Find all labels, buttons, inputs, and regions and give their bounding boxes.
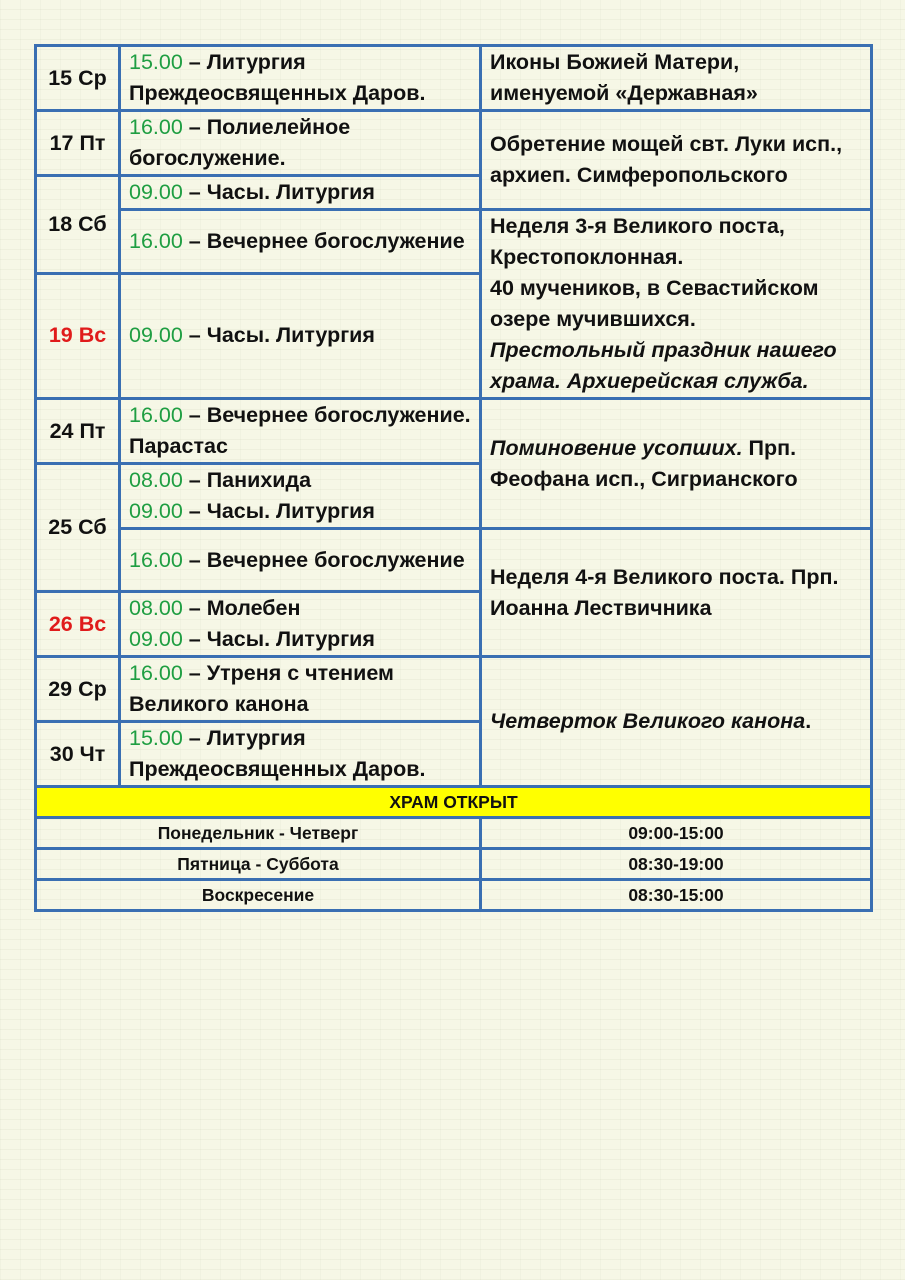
open-hours-time: 08:30-15:00 (481, 880, 872, 911)
feast-cell (481, 210, 872, 399)
service-time: 16.00 (129, 228, 183, 253)
service-cell (120, 464, 481, 529)
service-time: 09.00 (129, 323, 183, 348)
service-text: – Полиелейное богослужение. (129, 115, 351, 170)
service-text: – Вечернее богослужение (182, 228, 465, 253)
schedule-table (34, 44, 873, 912)
service-cell (120, 722, 481, 787)
service-time: 09.00 (129, 627, 183, 651)
service-time: 16.00 (129, 403, 183, 427)
service-cell (120, 273, 481, 398)
day-cell: 19 Вс (36, 273, 120, 398)
service-cell (120, 176, 481, 210)
open-hours-days: Воскресение (36, 880, 481, 911)
service-time: 15.00 (129, 726, 183, 750)
open-hours-row (36, 849, 872, 880)
service-text: – Часы. Литургия (182, 180, 375, 204)
day-cell: 15 Ср (36, 46, 120, 111)
table-row (36, 111, 872, 176)
service-cell (120, 46, 481, 111)
open-hours-time: 08:30-19:00 (481, 849, 872, 880)
feast-line: Престольный праздник нашего храма. Архиерейская служба. (490, 338, 837, 393)
table-row (36, 399, 872, 464)
service-time: 15.00 (129, 50, 183, 74)
feast-cell: Неделя 4-я Великого поста. Прп. Иоанна Лествичника (481, 529, 872, 657)
day-cell: 30 Чт (36, 722, 120, 787)
service-text: – Литургия Преждеосвященных Даров. (129, 50, 426, 105)
open-hours-title: ХРАМ ОТКРЫТ (36, 787, 872, 818)
day-cell: 25 Сб (36, 464, 120, 592)
service-time: 09.00 (129, 499, 183, 523)
feast-text-italic: Поминовение усопших. (490, 435, 743, 460)
service-cell (120, 210, 481, 274)
service-text: – Часы. Литургия (182, 323, 375, 348)
feast-text-italic: Четверток Великого канона (490, 709, 806, 733)
service-time: 16.00 (129, 547, 183, 572)
day-cell: 17 Пт (36, 111, 120, 176)
feast-cell: Обретение мощей свт. Луки исп., архиеп. Симферопольского (481, 111, 872, 210)
service-text: – Молебен (182, 596, 301, 620)
service-cell (120, 399, 481, 464)
open-hours-row (36, 880, 872, 911)
service-time: 09.00 (129, 180, 183, 204)
service-text: – Часы. Литургия (182, 499, 375, 523)
service-time: 16.00 (129, 115, 183, 139)
feast-cell (481, 399, 872, 529)
open-hours-days: Понедельник - Четверг (36, 818, 481, 849)
service-text: – Панихида (182, 468, 312, 492)
service-time: 08.00 (129, 468, 183, 492)
day-cell: 18 Сб (36, 176, 120, 274)
table-row (36, 657, 872, 722)
service-time: 16.00 (129, 661, 183, 685)
feast-line: Неделя 3-я Великого поста, Крестопоклонная. (490, 214, 785, 269)
day-cell: 29 Ср (36, 657, 120, 722)
feast-text: Прп. Феофана исп., Сигрианского (490, 435, 798, 491)
service-time: 08.00 (129, 596, 183, 620)
day-cell: 26 Вс (36, 592, 120, 657)
service-text: – Вечернее богослужение. Парастас (129, 403, 471, 458)
table-row (36, 529, 872, 592)
feast-cell (481, 657, 872, 787)
feast-text: . (805, 709, 812, 733)
service-text: – Литургия Преждеосвященных Даров. (129, 726, 426, 781)
open-hours-title-row (36, 787, 872, 818)
service-cell (120, 529, 481, 592)
service-cell (120, 111, 481, 176)
open-hours-days: Пятница - Суббота (36, 849, 481, 880)
service-text: – Утреня с чтением Великого канона (129, 661, 394, 716)
table-row (36, 46, 872, 111)
day-cell: 24 Пт (36, 399, 120, 464)
open-hours-time: 09:00-15:00 (481, 818, 872, 849)
service-text: – Вечернее богослужение (182, 547, 465, 572)
feast-line: 40 мучеников, в Севастийском озере мучившихся. (490, 276, 819, 331)
feast-cell: Иконы Божией Матери, именуемой «Державная» (481, 46, 872, 111)
table-row (36, 210, 872, 274)
service-cell (120, 657, 481, 722)
service-cell (120, 592, 481, 657)
open-hours-row (36, 818, 872, 849)
service-text: – Часы. Литургия (182, 627, 375, 651)
